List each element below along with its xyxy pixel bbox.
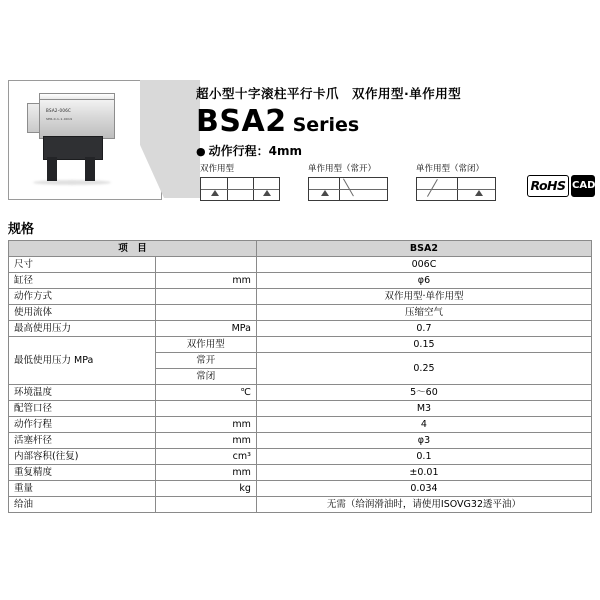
row-label: 内部容积(往复) [9, 449, 156, 465]
pneumatic-symbol-icon [200, 177, 280, 201]
header-section [0, 72, 600, 212]
row-unit: mm [155, 433, 256, 449]
series-word: Series [292, 114, 360, 136]
row-value: 0.25 [256, 353, 591, 385]
row-value: 压缩空气 [256, 305, 591, 321]
row-value: 5～60 [256, 385, 591, 401]
symbol-single-acting-no [308, 164, 408, 201]
symbol-single-acting-nc [416, 164, 516, 201]
row-label: 活塞杆径 [9, 433, 156, 449]
symbol-label: 双作用型 [200, 164, 235, 174]
spec-header-item: 项 目 [9, 241, 257, 257]
spec-section-title: 规格 [8, 222, 35, 237]
gripper-shadow [33, 180, 111, 185]
photo-inner [9, 81, 161, 199]
product-photo [8, 80, 162, 200]
rohs-logo: RoHS [527, 175, 569, 197]
page-title [196, 104, 359, 139]
row-unit: MPa [155, 321, 256, 337]
row-unit [155, 257, 256, 273]
table-row [9, 465, 592, 481]
table-row [9, 273, 592, 289]
table-row [9, 305, 592, 321]
stroke-note [196, 142, 302, 159]
spec-table [8, 240, 592, 513]
symbol-diagrams [200, 164, 530, 204]
table-row [9, 289, 592, 305]
spec-header-model: BSA2 [256, 241, 591, 257]
row-unit: cm³ [155, 449, 256, 465]
symbol-double-acting [200, 164, 300, 201]
row-value: ±0.01 [256, 465, 591, 481]
row-unit [155, 497, 256, 513]
stroke-note-text: 动作行程：4mm [208, 144, 302, 158]
row-value: 无需（给润滑油时，请使用ISOVG32透平油） [256, 497, 591, 513]
row-value: 006C [256, 257, 591, 273]
row-sublabel: 常开 [155, 353, 256, 369]
row-value: 0.1 [256, 449, 591, 465]
row-label: 动作行程 [9, 417, 156, 433]
row-label: 最低使用压力 MPa [9, 337, 156, 385]
row-label: 环境温度 [9, 385, 156, 401]
pneumatic-symbol-icon [308, 177, 388, 201]
row-unit: mm [155, 465, 256, 481]
table-row [9, 385, 592, 401]
table-row [9, 497, 592, 513]
row-label: 给油 [9, 497, 156, 513]
row-label: 尺寸 [9, 257, 156, 273]
row-unit [155, 401, 256, 417]
row-unit: kg [155, 481, 256, 497]
gripper-finger-left-shape [47, 157, 57, 181]
row-unit: ℃ [155, 385, 256, 401]
row-label: 动作方式 [9, 289, 156, 305]
row-value: M3 [256, 401, 591, 417]
row-value: φ3 [256, 433, 591, 449]
table-row [9, 401, 592, 417]
symbol-label: 单作用型（常开） [308, 164, 377, 174]
row-value: 0.034 [256, 481, 591, 497]
row-label: 配管口径 [9, 401, 156, 417]
row-value: 4 [256, 417, 591, 433]
row-label: 最高使用压力 [9, 321, 156, 337]
product-subtitle: 超小型十字滚柱平行卡爪 双作用型·单作用型 [196, 86, 462, 101]
row-value: 0.7 [256, 321, 591, 337]
table-row [9, 433, 592, 449]
row-label: 重量 [9, 481, 156, 497]
row-value: φ6 [256, 273, 591, 289]
photo-label-main: BSA2-006C [46, 108, 72, 113]
table-row [9, 257, 592, 273]
bullet-icon: ● [196, 145, 206, 158]
table-row [9, 417, 592, 433]
row-label: 重复精度 [9, 465, 156, 481]
row-sublabel: 双作用型 [155, 337, 256, 353]
row-value: 0.15 [256, 337, 591, 353]
table-row [9, 481, 592, 497]
pneumatic-symbol-icon [416, 177, 496, 201]
cad-logo: CAD [571, 175, 595, 197]
row-value: 双作用型·单作用型 [256, 289, 591, 305]
gripper-finger-right-shape [85, 157, 95, 181]
row-unit: mm [155, 417, 256, 433]
table-row [9, 449, 592, 465]
row-unit [155, 289, 256, 305]
row-unit [155, 305, 256, 321]
gripper-body-shape [39, 99, 115, 139]
row-sublabel: 常闭 [155, 369, 256, 385]
table-row [9, 321, 592, 337]
photo-label-sub: SER-0-1-1-0019 [46, 117, 73, 121]
series-name: BSA2 [196, 104, 287, 139]
symbol-label: 单作用型（常闭） [416, 164, 485, 174]
row-label: 缸径 [9, 273, 156, 289]
table-header-row [9, 241, 592, 257]
table-row [9, 337, 592, 353]
row-label: 使用流体 [9, 305, 156, 321]
row-unit: mm [155, 273, 256, 289]
